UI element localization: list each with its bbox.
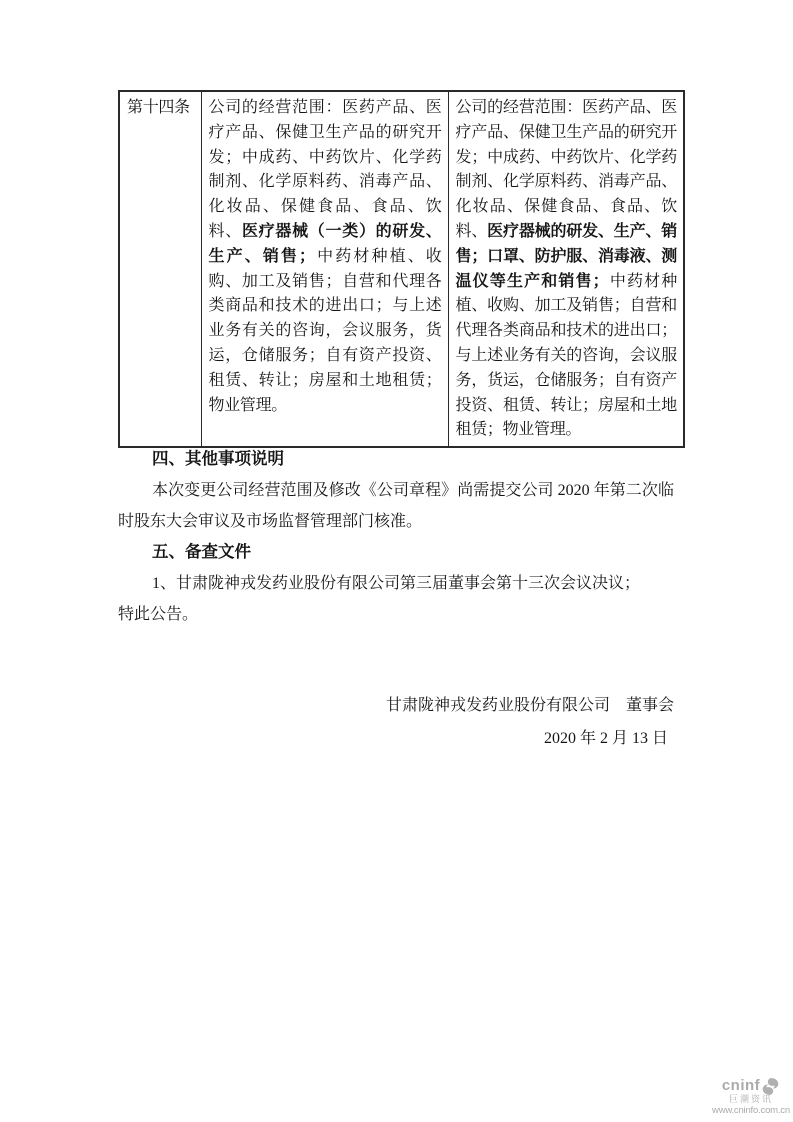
business-scope-comparison-table <box>118 90 685 448</box>
old-scope-text-pre: 公司的经营范围：医药产品、医疗产品、保健卫生产品的研究开发；中成药、中药饮片、化学药制剂、化学原料药、消毒产品、化妆品、保健食品、食品、饮料、 <box>208 99 442 240</box>
section-heading-reference-documents: 五、备查文件 <box>152 543 251 561</box>
document-body <box>118 444 674 630</box>
cninfo-logo-row <box>712 1077 790 1096</box>
reference-document-item: 1、甘肃陇神戎发药业股份有限公司第三届董事会第十三次会议决议； <box>152 575 641 592</box>
new-business-scope-cell <box>448 91 684 447</box>
table-row <box>119 91 684 447</box>
old-business-scope-cell <box>201 91 448 447</box>
signature-date-line: 2020 年 2 月 13 日 <box>543 730 668 747</box>
old-scope-text-post: 中药材种植、收购、加工及销售；自营和代理各类商品和技术的进出口；与上述业务有关的咨询，会议服务，货运，仓储服务；自有资产投资、租赁、转让；房屋和土地租赁；物业管理。 <box>208 247 442 414</box>
cninfo-url: www.cninfo.com.cn <box>712 1104 790 1116</box>
signature-company-line: 甘肃陇神戎发药业股份有限公司 董事会 <box>385 697 674 714</box>
closing-statement: 特此公告。 <box>118 606 199 623</box>
new-scope-text-bold: 医疗器械的研发、生产、销售；口罩、防护服、消毒液、测温仪等生产和销售； <box>455 222 678 290</box>
cninfo-chinese-name: 巨潮资讯 <box>728 1093 773 1104</box>
signature-block <box>118 689 674 755</box>
article-number-label: 第十四条 <box>127 99 190 116</box>
cninfo-watermark <box>712 1077 790 1116</box>
section-heading-other-matters: 四、其他事项说明 <box>152 450 284 468</box>
article-number-cell <box>119 91 201 447</box>
new-scope-text-post: 中药材种植、收购、加工及销售；自营和代理各类商品和技术的进出口；与上述业务有关的咨询，会议服务，货运，仓储服务；自有资产投资、租赁、转让；房屋和土地租赁；物业管理。 <box>455 272 677 439</box>
cninfo-brand-text: cninf <box>721 1076 761 1094</box>
new-scope-text-pre: 公司的经营范围：医药产品、医疗产品、保健卫生产品的研究开发；中成药、中药饮片、化学药制剂、化学原料药、消毒产品、化妆品、保健食品、食品、饮料、 <box>455 99 677 240</box>
cninfo-swirl-icon <box>761 1077 780 1096</box>
old-scope-text-bold: 医疗器械（一类）的研发、生产、销售； <box>208 222 442 265</box>
other-matters-paragraph: 本次变更公司经营范围及修改《公司章程》尚需提交公司 2020 年第二次临时股东大会审议及市场监督管理部门核准。 <box>118 482 674 530</box>
